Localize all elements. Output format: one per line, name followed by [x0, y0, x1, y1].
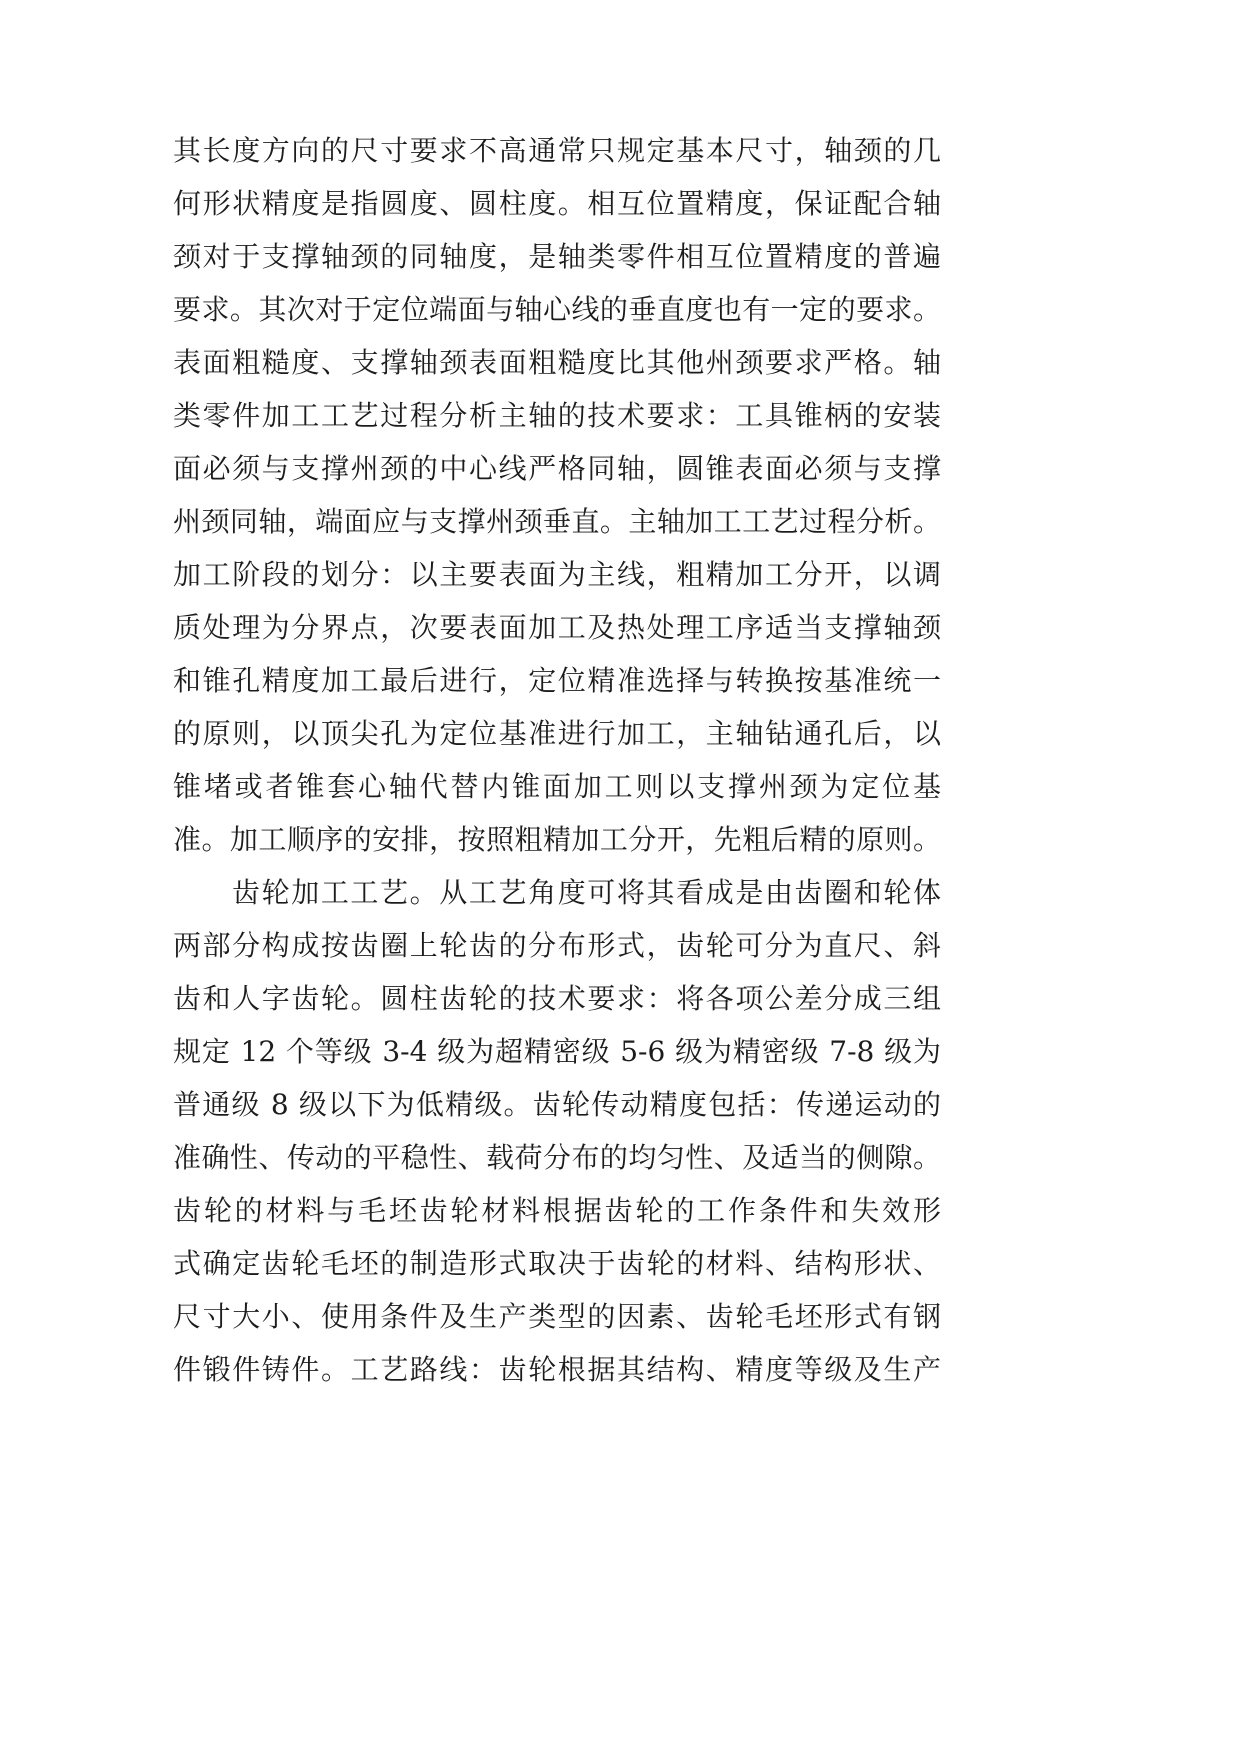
text-line: 类零件加工工艺过程分析主轴的技术要求：工具锥柄的安装: [173, 399, 941, 432]
paragraph-shaft-process: [173, 124, 941, 866]
text-line: 准。加工顺序的安排，按照粗精加工分开，先粗后精的原则。: [173, 823, 941, 856]
text-line: 的原则，以顶尖孔为定位基准进行加工，主轴钻通孔后，以: [173, 717, 941, 750]
text-line: 锥堵或者锥套心轴代替内锥面加工则以支撑州颈为定位基: [173, 770, 941, 803]
text-line: 颈对于支撑轴颈的同轴度，是轴类零件相互位置精度的普遍: [173, 240, 941, 273]
text-line: 质处理为分界点，次要表面加工及热处理工序适当支撑轴颈: [173, 611, 941, 644]
paragraph-gear-process: [173, 866, 941, 1396]
body-text: [173, 124, 941, 1396]
text-line: 普通级 8 级以下为低精级。齿轮传动精度包括：传递运动的: [173, 1088, 941, 1121]
text-line: 齿轮的材料与毛坯齿轮材料根据齿轮的工作条件和失效形: [173, 1194, 941, 1227]
text-line: 表面粗糙度、支撑轴颈表面粗糙度比其他州颈要求严格。轴: [173, 346, 941, 379]
text-line: 齿和人字齿轮。圆柱齿轮的技术要求：将各项公差分成三组: [173, 982, 941, 1015]
text-line: 准确性、传动的平稳性、载荷分布的均匀性、及适当的侧隙。: [173, 1141, 941, 1174]
text-line: 式确定齿轮毛坯的制造形式取决于齿轮的材料、结构形状、: [173, 1247, 941, 1280]
text-line: 件锻件铸件。工艺路线：齿轮根据其结构、精度等级及生产: [173, 1353, 941, 1386]
text-line: 州颈同轴，端面应与支撑州颈垂直。主轴加工工艺过程分析。: [173, 505, 941, 538]
text-line: 和锥孔精度加工最后进行，定位精准选择与转换按基准统一: [173, 664, 941, 697]
text-line: 规定 12 个等级 3-4 级为超精密级 5-6 级为精密级 7-8 级为: [173, 1035, 941, 1068]
text-line: 要求。其次对于定位端面与轴心线的垂直度也有一定的要求。: [173, 293, 941, 326]
text-line: 两部分构成按齿圈上轮齿的分布形式，齿轮可分为直尺、斜: [173, 929, 941, 962]
text-line: 面必须与支撑州颈的中心线严格同轴，圆锥表面必须与支撑: [173, 452, 941, 485]
text-line: 其长度方向的尺寸要求不高通常只规定基本尺寸，轴颈的几: [173, 134, 941, 167]
text-line: 加工阶段的划分：以主要表面为主线，粗精加工分开，以调: [173, 558, 941, 591]
text-line-indented: 齿轮加工工艺。从工艺角度可将其看成是由齿圈和轮体: [232, 876, 941, 909]
text-line: 何形状精度是指圆度、圆柱度。相互位置精度，保证配合轴: [173, 187, 941, 220]
text-line: 尺寸大小、使用条件及生产类型的因素、齿轮毛坯形式有钢: [173, 1300, 941, 1333]
